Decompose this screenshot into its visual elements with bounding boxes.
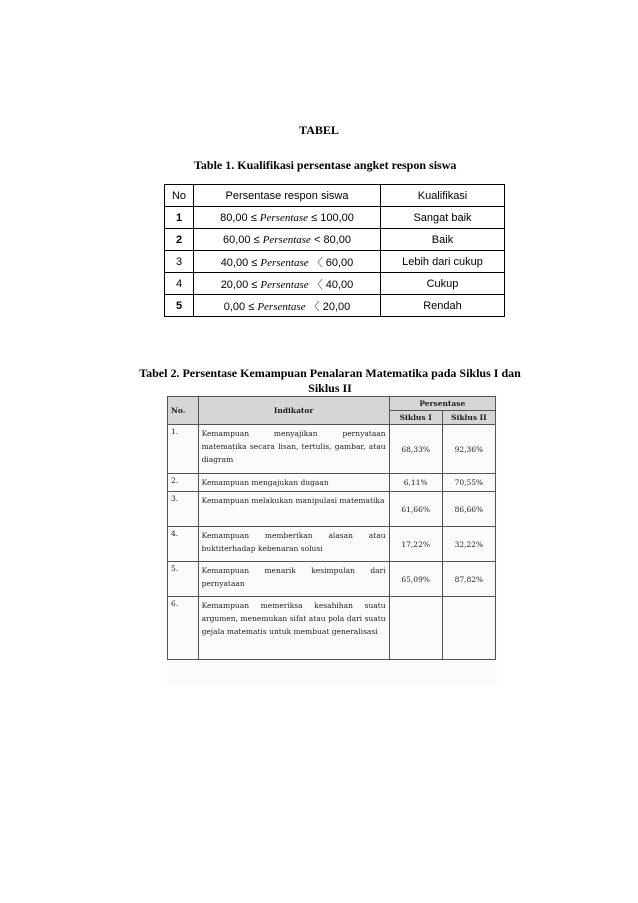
table2-caption-line2: Siklus II <box>308 381 352 395</box>
indicator-text: Kemampuan memberikan alasan atau buktiterhadap kebenaran solusi <box>198 527 389 562</box>
range-variable: Persentase <box>262 233 311 246</box>
row-number: 4. <box>168 527 199 562</box>
row-number: 1 <box>165 207 194 229</box>
percentage-range <box>194 251 381 273</box>
indicator-text: Kemampuan mengajukan dugaan <box>198 474 389 492</box>
indicator-text: Kemampuan menyajikan pernyataan matematika secara lisan, tertulis, gambar, atau diagram <box>198 425 389 474</box>
table-row <box>165 229 505 251</box>
range-lower: 40,00 ≤ <box>220 256 258 269</box>
range-upper: ≤ 100,00 <box>311 211 354 224</box>
row-number: 3. <box>168 492 199 527</box>
table-row <box>168 562 496 597</box>
row-number: 2 <box>165 229 194 251</box>
table2-header-row <box>168 397 496 411</box>
indicator-text: Kemampuan menarik kesimpulan dari pernyataan <box>198 562 389 597</box>
siklus2-value <box>442 597 495 660</box>
row-number: 6. <box>168 597 199 660</box>
qualification: Baik <box>381 229 505 251</box>
range-variable: Persentase <box>257 300 306 313</box>
range-upper: 〈 40,00 <box>311 278 354 291</box>
table-row <box>168 492 496 527</box>
table2-header-siklus1: Siklus I <box>389 411 442 425</box>
table-row <box>168 527 496 562</box>
range-lower: 20,00 ≤ <box>220 278 258 291</box>
table-row <box>168 474 496 492</box>
table-row <box>165 207 505 229</box>
range-variable: Persentase <box>260 256 309 269</box>
row-number: 5 <box>165 295 194 317</box>
table1-header-row <box>165 185 505 207</box>
row-number: 5. <box>168 562 199 597</box>
table2-header-persentase: Persentase <box>389 397 495 411</box>
percentage-range <box>194 295 381 317</box>
page-title: TABEL <box>299 123 339 137</box>
table2-caption-line1: Tabel 2. Persentase Kemampuan Penalaran Matematika pada Siklus I dan <box>139 366 521 380</box>
table2-header-indikator: Indikator <box>198 397 389 425</box>
range-lower: 60,00 ≤ <box>222 233 260 246</box>
siklus1-value: 68,33% <box>389 425 442 474</box>
siklus2-value: 87,82% <box>442 562 495 597</box>
range-lower: 80,00 ≤ <box>220 211 257 224</box>
table2-caption <box>120 366 540 396</box>
table1-header-qualification: Kualifikasi <box>381 185 505 207</box>
siklus2-value: 86,66% <box>442 492 495 527</box>
qualification: Rendah <box>381 295 505 317</box>
qualification: Sangat baik <box>381 207 505 229</box>
siklus1-value: 17,22% <box>389 527 442 562</box>
siklus1-value <box>389 597 442 660</box>
percentage-range <box>194 273 381 295</box>
table2-header-siklus2: Siklus II <box>442 411 495 425</box>
range-variable: Persentase <box>260 278 309 291</box>
siklus2-value: 32,22% <box>442 527 495 562</box>
range-variable: Persentase <box>259 211 309 224</box>
table1-header-percentage: Persentase respon siswa <box>194 185 381 207</box>
row-number: 3 <box>165 251 194 273</box>
reasoning-table-image <box>167 396 497 686</box>
table2-header-no: No. <box>168 397 199 425</box>
qualification: Cukup <box>381 273 505 295</box>
siklus1-value: 65,09% <box>389 562 442 597</box>
siklus1-value: 61,66% <box>389 492 442 527</box>
row-number: 4 <box>165 273 194 295</box>
indicator-text: Kemampuan melakukan manipulasi matematika <box>198 492 389 527</box>
range-upper: 〈 20,00 <box>308 300 351 313</box>
table-row <box>165 251 505 273</box>
range-lower: 0,00 ≤ <box>223 300 255 313</box>
percentage-range <box>194 207 381 229</box>
siklus1-value: 6,11% <box>389 474 442 492</box>
table1-caption: Table 1. Kualifikasi persentase angket respon siswa <box>194 158 457 172</box>
range-upper: < 80,00 <box>314 233 352 246</box>
table-row <box>165 295 505 317</box>
table-row <box>168 597 496 660</box>
row-number: 2. <box>168 474 199 492</box>
siklus2-value: 70,55% <box>442 474 495 492</box>
indicator-text: Kemampuan memeriksa kesahihan suatu argumen, menemukan sifat atau pola dari suatu gejala matematis untuk membuat generalisasi <box>198 597 389 660</box>
row-number: 1. <box>168 425 199 474</box>
table1-header-no: No <box>165 185 194 207</box>
table-row <box>168 425 496 474</box>
siklus2-value: 92,36% <box>442 425 495 474</box>
qualification-table <box>164 184 505 317</box>
range-upper: 〈 60,00 <box>311 256 354 269</box>
percentage-range <box>194 229 381 251</box>
qualification: Lebih dari cukup <box>381 251 505 273</box>
reasoning-ability-table <box>167 396 496 660</box>
table-row <box>165 273 505 295</box>
